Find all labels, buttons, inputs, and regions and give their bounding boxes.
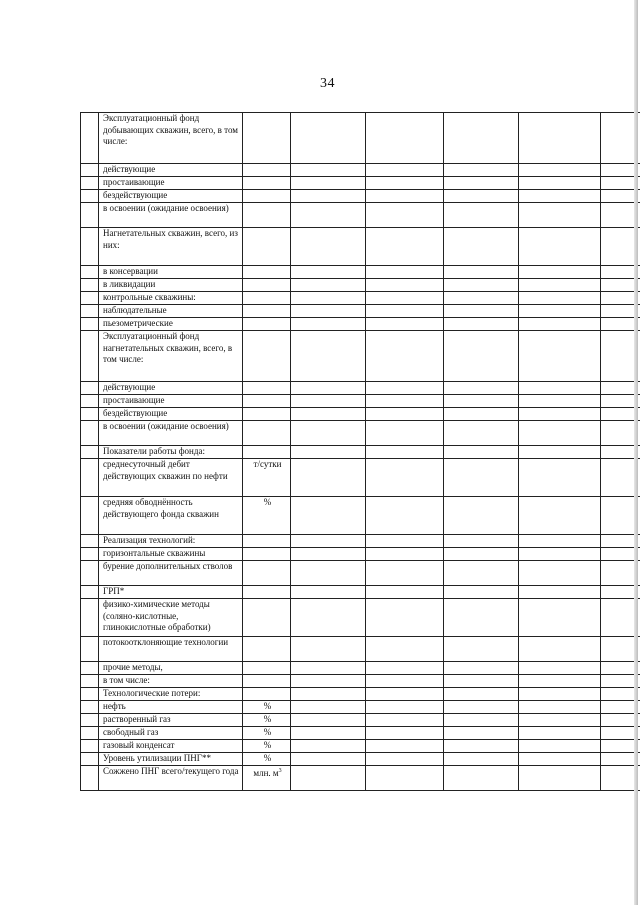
row-number-cell bbox=[81, 203, 99, 228]
value-cell bbox=[519, 113, 601, 164]
value-cell bbox=[519, 688, 601, 701]
row-label-cell: в освоении (ожидание освоения) bbox=[99, 421, 243, 446]
value-cell bbox=[519, 727, 601, 740]
row-label-cell: действующие bbox=[99, 164, 243, 177]
row-label-cell: свободный газ bbox=[99, 727, 243, 740]
table-row bbox=[81, 421, 640, 446]
value-cell bbox=[291, 177, 366, 190]
table-row bbox=[81, 408, 640, 421]
value-cell bbox=[444, 497, 519, 535]
value-cell bbox=[291, 446, 366, 459]
row-label-cell: бездействующие bbox=[99, 190, 243, 203]
value-cell bbox=[519, 637, 601, 662]
table-row bbox=[81, 586, 640, 599]
value-cell bbox=[366, 331, 444, 382]
value-cell bbox=[366, 113, 444, 164]
unit-superscript: 3 bbox=[278, 768, 282, 774]
value-cell bbox=[366, 279, 444, 292]
value-cell bbox=[366, 305, 444, 318]
row-unit-cell bbox=[243, 766, 291, 791]
row-label-cell: растворенный газ bbox=[99, 714, 243, 727]
value-cell bbox=[519, 421, 601, 446]
value-cell bbox=[366, 753, 444, 766]
row-label-cell: Технологические потери: bbox=[99, 688, 243, 701]
table-row bbox=[81, 497, 640, 535]
row-number-cell bbox=[81, 113, 99, 164]
value-cell bbox=[291, 727, 366, 740]
row-number-cell bbox=[81, 228, 99, 266]
value-cell bbox=[291, 459, 366, 497]
value-cell bbox=[444, 637, 519, 662]
row-number-cell bbox=[81, 292, 99, 305]
table-row bbox=[81, 228, 640, 266]
row-unit-cell bbox=[243, 266, 291, 279]
row-unit-cell bbox=[243, 548, 291, 561]
row-number-cell bbox=[81, 331, 99, 382]
row-label-cell: среднесуточный дебит действующих скважин по нефти bbox=[99, 459, 243, 497]
value-cell bbox=[291, 599, 366, 637]
row-unit-cell bbox=[243, 675, 291, 688]
value-cell bbox=[444, 753, 519, 766]
row-unit-cell bbox=[243, 331, 291, 382]
value-cell bbox=[291, 701, 366, 714]
row-unit-cell bbox=[243, 497, 291, 535]
value-cell bbox=[291, 190, 366, 203]
row-number-cell bbox=[81, 164, 99, 177]
row-label-cell: пьезометрические bbox=[99, 318, 243, 331]
value-cell bbox=[444, 586, 519, 599]
value-cell bbox=[366, 421, 444, 446]
value-cell bbox=[291, 228, 366, 266]
unit-text: % bbox=[263, 727, 272, 737]
value-cell bbox=[444, 421, 519, 446]
value-cell bbox=[444, 395, 519, 408]
table-row bbox=[81, 714, 640, 727]
value-cell bbox=[444, 766, 519, 791]
table-row bbox=[81, 190, 640, 203]
value-cell bbox=[519, 753, 601, 766]
table-row bbox=[81, 599, 640, 637]
value-cell bbox=[444, 740, 519, 753]
value-cell bbox=[366, 408, 444, 421]
value-cell bbox=[519, 382, 601, 395]
value-cell bbox=[366, 292, 444, 305]
value-cell bbox=[366, 446, 444, 459]
row-label-cell: контрольные скважины: bbox=[99, 292, 243, 305]
value-cell bbox=[366, 740, 444, 753]
value-cell bbox=[519, 766, 601, 791]
value-cell bbox=[366, 459, 444, 497]
value-cell bbox=[291, 675, 366, 688]
value-cell bbox=[366, 548, 444, 561]
row-label-cell: физико-химические методы (соляно-кислотные, глинокислотные обработки) bbox=[99, 599, 243, 637]
value-cell bbox=[366, 727, 444, 740]
value-cell bbox=[444, 599, 519, 637]
row-number-cell bbox=[81, 305, 99, 318]
row-unit-cell bbox=[243, 203, 291, 228]
value-cell bbox=[519, 395, 601, 408]
row-label-cell: действующие bbox=[99, 382, 243, 395]
value-cell bbox=[519, 203, 601, 228]
table-row bbox=[81, 535, 640, 548]
value-cell bbox=[291, 292, 366, 305]
row-number-cell bbox=[81, 740, 99, 753]
row-unit-cell bbox=[243, 586, 291, 599]
unit-text: % bbox=[263, 701, 272, 711]
row-number-cell bbox=[81, 395, 99, 408]
value-cell bbox=[366, 318, 444, 331]
row-number-cell bbox=[81, 675, 99, 688]
value-cell bbox=[291, 164, 366, 177]
value-cell bbox=[519, 561, 601, 586]
value-cell bbox=[444, 535, 519, 548]
table-row bbox=[81, 292, 640, 305]
table-row bbox=[81, 753, 640, 766]
row-label-cell: в ликвидации bbox=[99, 279, 243, 292]
row-unit-cell bbox=[243, 599, 291, 637]
value-cell bbox=[519, 548, 601, 561]
value-cell bbox=[519, 446, 601, 459]
value-cell bbox=[444, 459, 519, 497]
value-cell bbox=[291, 662, 366, 675]
value-cell bbox=[366, 561, 444, 586]
value-cell bbox=[444, 203, 519, 228]
value-cell bbox=[444, 561, 519, 586]
value-cell bbox=[519, 497, 601, 535]
value-cell bbox=[366, 535, 444, 548]
row-unit-cell bbox=[243, 382, 291, 395]
table-row bbox=[81, 279, 640, 292]
row-unit-cell bbox=[243, 662, 291, 675]
row-unit-cell bbox=[243, 740, 291, 753]
unit-text: % bbox=[263, 740, 272, 750]
value-cell bbox=[291, 382, 366, 395]
row-number-cell bbox=[81, 382, 99, 395]
value-cell bbox=[444, 228, 519, 266]
value-cell bbox=[444, 727, 519, 740]
row-number-cell bbox=[81, 727, 99, 740]
value-cell bbox=[291, 497, 366, 535]
value-cell bbox=[291, 548, 366, 561]
value-cell bbox=[444, 113, 519, 164]
row-number-cell bbox=[81, 535, 99, 548]
row-unit-cell bbox=[243, 688, 291, 701]
row-number-cell bbox=[81, 497, 99, 535]
row-unit-cell bbox=[243, 164, 291, 177]
row-label-cell: прочие методы, bbox=[99, 662, 243, 675]
row-number-cell bbox=[81, 753, 99, 766]
value-cell bbox=[366, 714, 444, 727]
value-cell bbox=[519, 714, 601, 727]
row-unit-cell bbox=[243, 113, 291, 164]
row-unit-cell bbox=[243, 177, 291, 190]
value-cell bbox=[291, 113, 366, 164]
row-unit-cell bbox=[243, 408, 291, 421]
value-cell bbox=[519, 318, 601, 331]
value-cell bbox=[366, 675, 444, 688]
table-row bbox=[81, 113, 640, 164]
row-unit-cell bbox=[243, 561, 291, 586]
row-unit-cell bbox=[243, 637, 291, 662]
row-number-cell bbox=[81, 599, 99, 637]
row-number-cell bbox=[81, 586, 99, 599]
page-number: 34 bbox=[320, 76, 335, 91]
row-number-cell bbox=[81, 714, 99, 727]
row-unit-cell bbox=[243, 714, 291, 727]
row-unit-cell bbox=[243, 190, 291, 203]
value-cell bbox=[519, 459, 601, 497]
value-cell bbox=[366, 190, 444, 203]
row-label-cell: газовый конденсат bbox=[99, 740, 243, 753]
value-cell bbox=[291, 714, 366, 727]
value-cell bbox=[444, 382, 519, 395]
value-cell bbox=[444, 548, 519, 561]
unit-text: млн. м bbox=[253, 768, 279, 778]
value-cell bbox=[519, 305, 601, 318]
table-row bbox=[81, 727, 640, 740]
value-cell bbox=[444, 177, 519, 190]
value-cell bbox=[291, 408, 366, 421]
row-label-cell: Эксплуатационный фонд добывающих скважин, всего, в том числе: bbox=[99, 113, 243, 164]
value-cell bbox=[519, 164, 601, 177]
row-number-cell bbox=[81, 637, 99, 662]
table-row bbox=[81, 701, 640, 714]
row-unit-cell bbox=[243, 305, 291, 318]
row-number-cell bbox=[81, 190, 99, 203]
value-cell bbox=[366, 266, 444, 279]
row-label-cell: Нагнетательных скважин, всего, из них: bbox=[99, 228, 243, 266]
row-unit-cell bbox=[243, 701, 291, 714]
table-row bbox=[81, 305, 640, 318]
value-cell bbox=[444, 662, 519, 675]
value-cell bbox=[519, 279, 601, 292]
value-cell bbox=[519, 586, 601, 599]
row-label-cell: простаивающие bbox=[99, 395, 243, 408]
row-number-cell bbox=[81, 548, 99, 561]
row-label-cell: нефть bbox=[99, 701, 243, 714]
value-cell bbox=[366, 688, 444, 701]
value-cell bbox=[291, 318, 366, 331]
value-cell bbox=[291, 561, 366, 586]
value-cell bbox=[366, 662, 444, 675]
unit-text: т/сутки bbox=[253, 459, 282, 469]
table-row bbox=[81, 637, 640, 662]
row-unit-cell bbox=[243, 395, 291, 408]
value-cell bbox=[444, 446, 519, 459]
row-unit-cell bbox=[243, 753, 291, 766]
table-row bbox=[81, 548, 640, 561]
value-cell bbox=[291, 535, 366, 548]
value-cell bbox=[291, 586, 366, 599]
value-cell bbox=[291, 279, 366, 292]
value-cell bbox=[519, 228, 601, 266]
row-label-cell: горизонтальные скважины bbox=[99, 548, 243, 561]
row-number-cell bbox=[81, 408, 99, 421]
value-cell bbox=[444, 701, 519, 714]
table-row bbox=[81, 266, 640, 279]
page-edge-shadow bbox=[634, 0, 638, 905]
value-cell bbox=[444, 305, 519, 318]
value-cell bbox=[291, 203, 366, 228]
table-row bbox=[81, 382, 640, 395]
value-cell bbox=[519, 190, 601, 203]
value-cell bbox=[444, 688, 519, 701]
value-cell bbox=[519, 740, 601, 753]
value-cell bbox=[366, 637, 444, 662]
row-number-cell bbox=[81, 279, 99, 292]
well-stock-table bbox=[80, 112, 640, 791]
table-row bbox=[81, 203, 640, 228]
table-row bbox=[81, 662, 640, 675]
row-number-cell bbox=[81, 266, 99, 279]
value-cell bbox=[366, 599, 444, 637]
row-unit-cell bbox=[243, 318, 291, 331]
value-cell bbox=[366, 586, 444, 599]
row-number-cell bbox=[81, 318, 99, 331]
row-label-cell: средняя обводнённость действующего фонда скважин bbox=[99, 497, 243, 535]
row-label-cell: в том числе: bbox=[99, 675, 243, 688]
table-row bbox=[81, 164, 640, 177]
row-unit-cell bbox=[243, 292, 291, 305]
table-row bbox=[81, 331, 640, 382]
value-cell bbox=[519, 599, 601, 637]
table-row bbox=[81, 446, 640, 459]
row-label-cell: бурение дополнительных стволов bbox=[99, 561, 243, 586]
table-row bbox=[81, 177, 640, 190]
value-cell bbox=[366, 766, 444, 791]
value-cell bbox=[291, 305, 366, 318]
unit-text: % bbox=[263, 497, 272, 507]
value-cell bbox=[366, 203, 444, 228]
value-cell bbox=[444, 675, 519, 688]
row-label-cell: наблюдательные bbox=[99, 305, 243, 318]
row-label-cell: Сожжено ПНГ всего/текущего года bbox=[99, 766, 243, 791]
table-row bbox=[81, 766, 640, 791]
table-row bbox=[81, 395, 640, 408]
value-cell bbox=[291, 753, 366, 766]
row-label-cell: бездействующие bbox=[99, 408, 243, 421]
row-label-cell: простаивающие bbox=[99, 177, 243, 190]
row-number-cell bbox=[81, 662, 99, 675]
value-cell bbox=[291, 688, 366, 701]
value-cell bbox=[444, 292, 519, 305]
table-row bbox=[81, 318, 640, 331]
value-cell bbox=[366, 382, 444, 395]
unit-text: % bbox=[263, 714, 272, 724]
row-label-cell: Реализация технологий: bbox=[99, 535, 243, 548]
row-number-cell bbox=[81, 177, 99, 190]
value-cell bbox=[519, 331, 601, 382]
row-number-cell bbox=[81, 766, 99, 791]
table-row bbox=[81, 740, 640, 753]
row-number-cell bbox=[81, 561, 99, 586]
value-cell bbox=[444, 164, 519, 177]
row-number-cell bbox=[81, 459, 99, 497]
value-cell bbox=[519, 266, 601, 279]
value-cell bbox=[444, 714, 519, 727]
row-unit-cell bbox=[243, 727, 291, 740]
value-cell bbox=[366, 177, 444, 190]
value-cell bbox=[444, 279, 519, 292]
value-cell bbox=[519, 675, 601, 688]
value-cell bbox=[291, 395, 366, 408]
row-label-cell: в консервации bbox=[99, 266, 243, 279]
row-number-cell bbox=[81, 701, 99, 714]
value-cell bbox=[519, 535, 601, 548]
value-cell bbox=[291, 637, 366, 662]
row-label-cell: в освоении (ожидание освоения) bbox=[99, 203, 243, 228]
row-number-cell bbox=[81, 421, 99, 446]
value-cell bbox=[366, 164, 444, 177]
value-cell bbox=[291, 421, 366, 446]
value-cell bbox=[519, 177, 601, 190]
row-number-cell bbox=[81, 446, 99, 459]
value-cell bbox=[291, 766, 366, 791]
row-unit-cell bbox=[243, 279, 291, 292]
value-cell bbox=[291, 740, 366, 753]
row-label-cell: Показатели работы фонда: bbox=[99, 446, 243, 459]
value-cell bbox=[519, 701, 601, 714]
value-cell bbox=[291, 266, 366, 279]
table-body bbox=[81, 113, 640, 791]
value-cell bbox=[444, 266, 519, 279]
row-label-cell: ГРП* bbox=[99, 586, 243, 599]
value-cell bbox=[444, 190, 519, 203]
value-cell bbox=[366, 228, 444, 266]
value-cell bbox=[366, 395, 444, 408]
value-cell bbox=[519, 662, 601, 675]
row-unit-cell bbox=[243, 228, 291, 266]
unit-text: % bbox=[263, 753, 272, 763]
table-row bbox=[81, 675, 640, 688]
table-row bbox=[81, 561, 640, 586]
row-unit-cell bbox=[243, 446, 291, 459]
row-label-cell: Уровень утилизации ПНГ** bbox=[99, 753, 243, 766]
value-cell bbox=[366, 701, 444, 714]
row-label-cell: потокоотклоняющие технологии bbox=[99, 637, 243, 662]
row-label-cell: Эксплуатационный фонд нагнетательных скважин, всего, в том числе: bbox=[99, 331, 243, 382]
row-number-cell bbox=[81, 688, 99, 701]
value-cell bbox=[291, 331, 366, 382]
table-row bbox=[81, 459, 640, 497]
value-cell bbox=[444, 408, 519, 421]
value-cell bbox=[366, 497, 444, 535]
value-cell bbox=[444, 331, 519, 382]
value-cell bbox=[519, 292, 601, 305]
row-unit-cell bbox=[243, 459, 291, 497]
value-cell bbox=[519, 408, 601, 421]
table-row bbox=[81, 688, 640, 701]
value-cell bbox=[444, 318, 519, 331]
row-unit-cell bbox=[243, 421, 291, 446]
row-unit-cell bbox=[243, 535, 291, 548]
